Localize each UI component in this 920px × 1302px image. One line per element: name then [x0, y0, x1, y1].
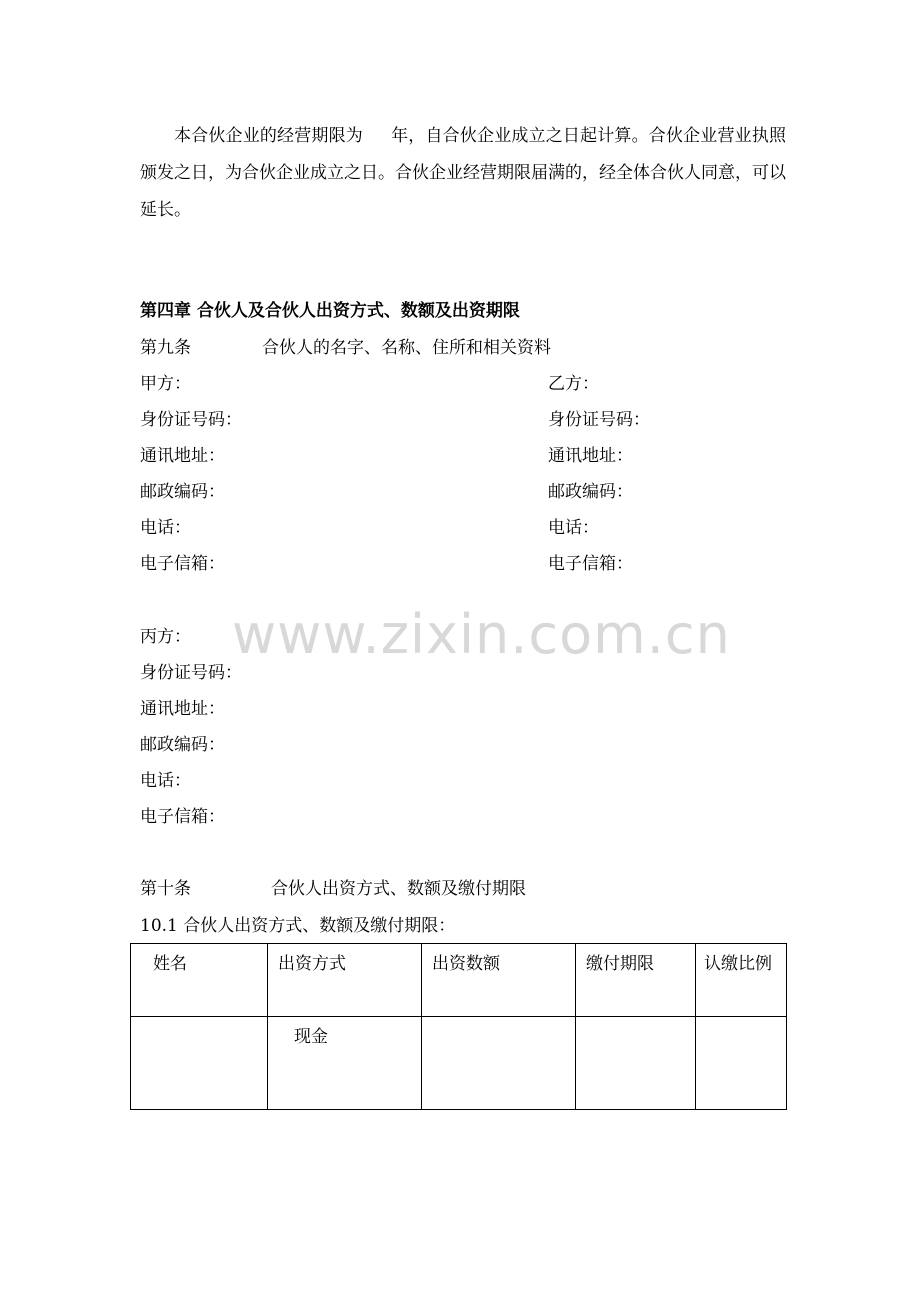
watermark-text: www.zixin.com.cn — [232, 603, 731, 666]
party-a-address-label: 通讯地址： — [140, 446, 225, 466]
cell-name — [131, 1017, 268, 1110]
party-b-postcode-label: 邮政编码： — [548, 482, 633, 502]
contribution-table — [130, 943, 787, 1110]
party-a-phone-label: 电话： — [140, 518, 191, 538]
party-b-phone-label: 电话： — [548, 518, 599, 538]
article-nine-title: 合伙人的名字、名称、住所和相关资料 — [262, 338, 551, 358]
party-b-email-label: 电子信箱： — [548, 554, 633, 574]
party-c-address-label: 通讯地址： — [140, 699, 225, 719]
table-header-row — [131, 944, 787, 1017]
party-a-email-label: 电子信箱： — [140, 554, 225, 574]
party-c-name-label: 丙方： — [140, 627, 191, 647]
cell-ratio — [696, 1017, 787, 1110]
article-ten-number: 第十条 — [140, 879, 191, 899]
article-ten-subclause: 10.1 合伙人出资方式、数额及缴付期限： — [140, 916, 456, 936]
article-nine-number: 第九条 — [140, 338, 191, 358]
term-paragraph-part1: 本合伙企业的经营期限为 — [174, 126, 363, 146]
cell-amount — [422, 1017, 576, 1110]
cell-deadline — [576, 1017, 696, 1110]
party-c-phone-label: 电话： — [140, 771, 191, 791]
term-paragraph — [140, 118, 786, 229]
party-c-id-label: 身份证号码： — [140, 663, 242, 683]
party-b-name-label: 乙方： — [548, 374, 599, 394]
header-cell-name: 姓名 — [131, 944, 268, 1017]
party-c-email-label: 电子信箱： — [140, 807, 225, 827]
article-ten-title: 合伙人出资方式、数额及缴付期限 — [271, 879, 526, 899]
table-row — [131, 1017, 787, 1110]
party-b-address-label: 通讯地址： — [548, 446, 633, 466]
header-cell-method: 出资方式 — [268, 944, 422, 1017]
term-paragraph-part2: 年，自合伙企业成立之日起计算。合伙企业营业执照颁发之日，为合伙企业成立之日。合伙企业经营期限届满的，经全体合伙人同意，可以延长。 — [140, 126, 787, 220]
party-b-id-label: 身份证号码： — [548, 410, 650, 430]
party-a-postcode-label: 邮政编码： — [140, 482, 225, 502]
header-cell-deadline: 缴付期限 — [576, 944, 696, 1017]
party-c-postcode-label: 邮政编码： — [140, 735, 225, 755]
cell-method: 现金 — [268, 1017, 422, 1110]
header-cell-ratio: 认缴比例 — [696, 944, 787, 1017]
header-cell-amount: 出资数额 — [422, 944, 576, 1017]
party-a-name-label: 甲方： — [140, 374, 191, 394]
chapter-four-title: 第四章 合伙人及合伙人出资方式、数额及出资期限 — [140, 301, 520, 321]
party-a-id-label: 身份证号码： — [140, 410, 242, 430]
